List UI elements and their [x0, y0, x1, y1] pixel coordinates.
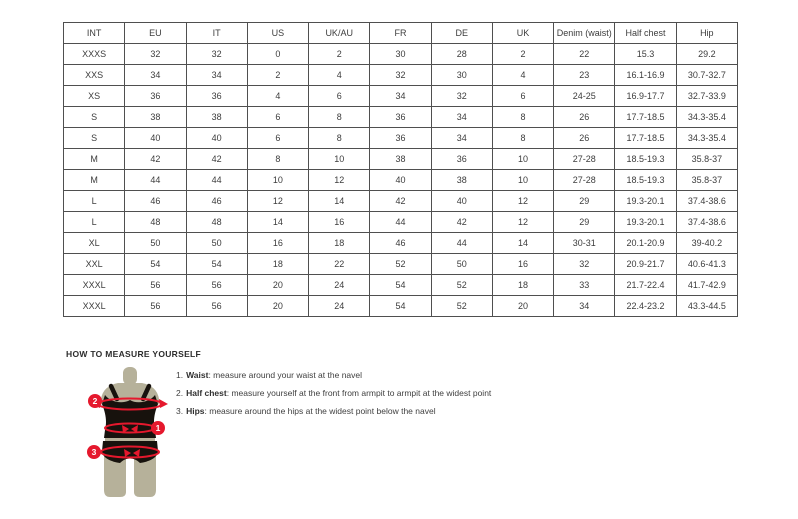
size-cell: 41.7-42.9 [676, 275, 737, 296]
size-cell: 38 [186, 107, 247, 128]
badge-3-number: 3 [91, 447, 97, 458]
size-cell: 10 [309, 149, 370, 170]
size-cell: 19.3-20.1 [615, 212, 676, 233]
size-cell: 42 [370, 191, 431, 212]
size-cell: M [64, 170, 125, 191]
size-cell: 32 [431, 86, 492, 107]
size-cell: 56 [125, 275, 186, 296]
size-cell: 10 [247, 170, 308, 191]
size-row [64, 296, 738, 317]
column-header: UK [492, 23, 553, 44]
size-row [64, 86, 738, 107]
size-cell: 42 [186, 149, 247, 170]
badge-3 [87, 445, 101, 459]
size-cell: 4 [309, 65, 370, 86]
size-cell: 50 [431, 254, 492, 275]
size-cell: 18 [309, 233, 370, 254]
size-cell: 16 [247, 233, 308, 254]
column-header: US [247, 23, 308, 44]
size-cell: XL [64, 233, 125, 254]
size-cell: 44 [431, 233, 492, 254]
size-cell: 16.1-16.9 [615, 65, 676, 86]
size-cell: 18.5-19.3 [615, 149, 676, 170]
size-row [64, 128, 738, 149]
size-cell: 40 [125, 128, 186, 149]
size-cell: 8 [492, 107, 553, 128]
size-cell: 37.4-38.6 [676, 212, 737, 233]
size-row [64, 233, 738, 254]
size-cell: 18 [247, 254, 308, 275]
size-cell: S [64, 128, 125, 149]
size-cell: 2 [492, 44, 553, 65]
column-header: FR [370, 23, 431, 44]
badge-2-number: 2 [92, 396, 98, 407]
size-cell: 8 [309, 107, 370, 128]
size-cell: 12 [492, 212, 553, 233]
size-cell: 20 [247, 296, 308, 317]
measure-step-half-chest [176, 388, 491, 398]
size-cell: XXS [64, 65, 125, 86]
size-cell: 46 [186, 191, 247, 212]
size-cell: 46 [370, 233, 431, 254]
size-cell: 42 [431, 212, 492, 233]
column-header: UK/AU [309, 23, 370, 44]
size-cell: 50 [125, 233, 186, 254]
size-cell: 54 [186, 254, 247, 275]
size-cell: 26 [554, 128, 615, 149]
size-cell: XS [64, 86, 125, 107]
size-cell: 27-28 [554, 170, 615, 191]
size-cell: M [64, 149, 125, 170]
size-cell: 30 [431, 65, 492, 86]
size-cell: 20 [492, 296, 553, 317]
size-cell: 33 [554, 275, 615, 296]
column-header: INT [64, 23, 125, 44]
size-cell: 20.9-21.7 [615, 254, 676, 275]
size-cell: 30-31 [554, 233, 615, 254]
step-text: : measure around your waist at the navel [208, 370, 363, 380]
size-row [64, 275, 738, 296]
size-cell: 24 [309, 296, 370, 317]
step-label: Hips [186, 406, 205, 416]
step-number: 3. [176, 406, 184, 416]
size-cell: 29.2 [676, 44, 737, 65]
mannequin-figure [78, 366, 178, 500]
size-cell: 36 [125, 86, 186, 107]
size-cell: 14 [492, 233, 553, 254]
size-cell: 38 [370, 149, 431, 170]
measure-step-hips [176, 406, 491, 416]
size-cell: 18.5-19.3 [615, 170, 676, 191]
size-cell: XXXL [64, 275, 125, 296]
size-cell: 34.3-35.4 [676, 128, 737, 149]
size-cell: 29 [554, 212, 615, 233]
size-cell: 56 [186, 275, 247, 296]
step-number: 1. [176, 370, 184, 380]
size-cell: 40.6-41.3 [676, 254, 737, 275]
size-cell: 24 [309, 275, 370, 296]
size-cell: 56 [125, 296, 186, 317]
size-chart-table [63, 22, 738, 317]
size-cell: 34 [125, 65, 186, 86]
size-cell: XXXL [64, 296, 125, 317]
column-header: Half chest [615, 23, 676, 44]
size-row [64, 65, 738, 86]
size-cell: 50 [186, 233, 247, 254]
step-text: : measure yourself at the front from armpit to armpit at the widest point [226, 388, 492, 398]
measure-steps [176, 370, 491, 424]
size-cell: 12 [247, 191, 308, 212]
size-cell: 48 [125, 212, 186, 233]
size-cell: 30 [370, 44, 431, 65]
briefs [102, 441, 158, 463]
size-cell: 42 [125, 149, 186, 170]
measure-step-waist [176, 370, 491, 380]
size-cell: 10 [492, 149, 553, 170]
column-header: EU [125, 23, 186, 44]
size-cell: 39-40.2 [676, 233, 737, 254]
size-cell: 35.8-37 [676, 149, 737, 170]
size-cell: 34 [554, 296, 615, 317]
size-cell: 40 [431, 191, 492, 212]
step-number: 2. [176, 388, 184, 398]
size-cell: XXXS [64, 44, 125, 65]
size-cell: 46 [125, 191, 186, 212]
size-cell: 29 [554, 191, 615, 212]
size-cell: 32 [125, 44, 186, 65]
size-cell: L [64, 212, 125, 233]
size-cell: L [64, 191, 125, 212]
size-cell: 34 [186, 65, 247, 86]
chest-arrow-right [159, 399, 168, 408]
size-cell: 22 [309, 254, 370, 275]
size-cell: 40 [186, 128, 247, 149]
size-cell: 36 [431, 149, 492, 170]
size-cell: 36 [370, 128, 431, 149]
size-cell: 14 [309, 191, 370, 212]
size-cell: 52 [431, 275, 492, 296]
size-cell: 44 [186, 170, 247, 191]
size-cell: 32 [186, 44, 247, 65]
size-cell: 27-28 [554, 149, 615, 170]
column-header: Hip [676, 23, 737, 44]
size-cell: 26 [554, 107, 615, 128]
size-cell: 17.7-18.5 [615, 128, 676, 149]
size-cell: 15.3 [615, 44, 676, 65]
size-cell: 32 [370, 65, 431, 86]
size-cell: 4 [247, 86, 308, 107]
size-cell: 54 [370, 275, 431, 296]
size-cell: 22.4-23.2 [615, 296, 676, 317]
size-cell: 44 [370, 212, 431, 233]
step-label: Half chest [186, 388, 227, 398]
size-cell: S [64, 107, 125, 128]
column-header: IT [186, 23, 247, 44]
size-cell: 16 [309, 212, 370, 233]
size-cell: 43.3-44.5 [676, 296, 737, 317]
size-cell: 8 [492, 128, 553, 149]
size-cell: 12 [492, 191, 553, 212]
column-header: Denim (waist) [554, 23, 615, 44]
size-row [64, 44, 738, 65]
size-cell: 34.3-35.4 [676, 107, 737, 128]
size-row [64, 170, 738, 191]
size-cell: 8 [247, 149, 308, 170]
size-cell: 38 [431, 170, 492, 191]
size-cell: 23 [554, 65, 615, 86]
size-cell: 0 [247, 44, 308, 65]
size-cell: 17.7-18.5 [615, 107, 676, 128]
size-cell: 16 [492, 254, 553, 275]
step-text: : measure around the hips at the widest point below the navel [204, 406, 436, 416]
size-cell: 2 [247, 65, 308, 86]
size-cell: 8 [309, 128, 370, 149]
mannequin-left-thigh [104, 456, 126, 497]
size-cell: 6 [309, 86, 370, 107]
size-cell: 34 [431, 128, 492, 149]
size-row [64, 149, 738, 170]
size-cell: 56 [186, 296, 247, 317]
size-cell: 54 [370, 296, 431, 317]
size-cell: 24-25 [554, 86, 615, 107]
size-cell: 28 [431, 44, 492, 65]
size-cell: 18 [492, 275, 553, 296]
size-cell: 30.7-32.7 [676, 65, 737, 86]
size-cell: 14 [247, 212, 308, 233]
size-row [64, 107, 738, 128]
size-cell: 48 [186, 212, 247, 233]
size-cell: 35.8-37 [676, 170, 737, 191]
size-cell: 21.7-22.4 [615, 275, 676, 296]
size-cell: 2 [309, 44, 370, 65]
size-cell: 52 [370, 254, 431, 275]
size-cell: 10 [492, 170, 553, 191]
size-cell: 40 [370, 170, 431, 191]
badge-1 [151, 421, 165, 435]
size-row [64, 254, 738, 275]
size-row [64, 212, 738, 233]
column-header: DE [431, 23, 492, 44]
mannequin-right-thigh [134, 456, 156, 497]
size-cell: 20.1-20.9 [615, 233, 676, 254]
size-cell: 32 [554, 254, 615, 275]
badge-2 [88, 394, 102, 408]
size-cell: 38 [125, 107, 186, 128]
size-cell: 34 [370, 86, 431, 107]
size-cell: 4 [492, 65, 553, 86]
size-chart-header-row [64, 23, 738, 44]
size-cell: 54 [125, 254, 186, 275]
size-cell: 6 [247, 128, 308, 149]
size-cell: 19.3-20.1 [615, 191, 676, 212]
badge-1-number: 1 [155, 423, 161, 434]
size-cell: 20 [247, 275, 308, 296]
size-cell: 12 [309, 170, 370, 191]
size-row [64, 191, 738, 212]
size-cell: 36 [370, 107, 431, 128]
size-cell: 22 [554, 44, 615, 65]
mannequin-neck [123, 367, 137, 385]
size-cell: 32.7-33.9 [676, 86, 737, 107]
size-cell: 16.9-17.7 [615, 86, 676, 107]
size-chart-section [63, 22, 738, 317]
measure-section-title: HOW TO MEASURE YOURSELF [66, 349, 202, 359]
size-cell: XXL [64, 254, 125, 275]
size-cell: 36 [186, 86, 247, 107]
size-cell: 6 [492, 86, 553, 107]
size-cell: 34 [431, 107, 492, 128]
step-label: Waist [186, 370, 209, 380]
size-cell: 44 [125, 170, 186, 191]
size-cell: 52 [431, 296, 492, 317]
size-cell: 37.4-38.6 [676, 191, 737, 212]
size-cell: 6 [247, 107, 308, 128]
